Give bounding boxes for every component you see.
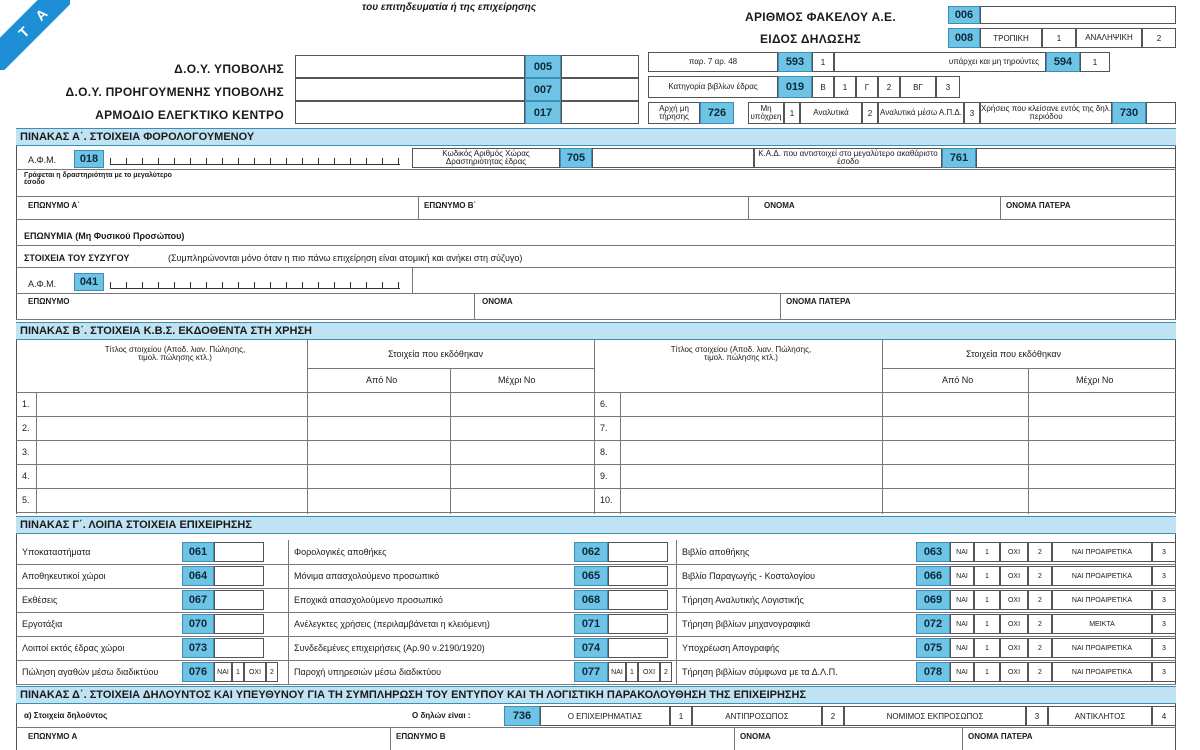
usage-input[interactable] xyxy=(1146,102,1176,124)
table-g-input-2[interactable] xyxy=(608,638,668,658)
n2-box: 2 xyxy=(266,662,278,682)
div xyxy=(288,540,289,564)
yes-box[interactable]: ΝΑΙ xyxy=(950,638,974,658)
table-g-label-1: Υποκαταστήματα xyxy=(22,547,91,557)
table-g-label-3: Βιβλίο Παραγωγής - Κοστολογίου xyxy=(682,571,816,581)
code-593-number[interactable]: 1 xyxy=(812,52,834,72)
div xyxy=(390,728,391,750)
table-b-number-divider xyxy=(36,392,37,514)
div xyxy=(676,588,677,612)
replace-number: 2 xyxy=(1142,28,1176,48)
col-title-left: Τίτλος στοιχείου (Αποδ. λιαν. Πώλησης, τιμολ. πώλησης κτλ.) xyxy=(104,345,246,363)
table-b-row-number: 8. xyxy=(600,447,608,457)
start-label: Αρχή μη τήρησης xyxy=(648,102,700,124)
table-g-input-2[interactable] xyxy=(608,566,668,586)
table-g-input-1[interactable] xyxy=(214,638,264,658)
doy-submission-input[interactable] xyxy=(295,55,525,78)
anal2-label: Αναλυτικά μέσω Α.Π.Δ. xyxy=(878,102,964,124)
table-b-row-number: 7. xyxy=(600,423,608,433)
declaration-type-label: ΕΙΔΟΣ ΔΗΛΩΣΗΣ xyxy=(760,32,861,46)
n3-box: 3 xyxy=(1152,614,1176,634)
table-g-row-line xyxy=(16,636,1176,637)
mi-label: Μη υπόχρεη xyxy=(748,102,784,124)
no-box[interactable]: ΟΧΙ xyxy=(1000,590,1028,610)
col-issued-left: Στοιχεία που εκδόθηκαν xyxy=(388,349,484,359)
n1-box: 1 xyxy=(974,590,1000,610)
code-019: 019 xyxy=(778,76,812,98)
afm2-ticks[interactable] xyxy=(110,282,400,289)
code-017: 017 xyxy=(525,101,561,124)
table-b-row-line xyxy=(16,512,1176,513)
optional-box[interactable]: ΝΑΙ ΠΡΟΑΙΡΕΤΙΚΑ xyxy=(1052,638,1152,658)
d-father-label: ΟΝΟΜΑ ΠΑΤΕΡΑ xyxy=(968,732,1033,741)
table-g-code-2: 062 xyxy=(574,542,608,562)
table-g-label-2: Συνδεδεμένες επιχειρήσεις (Αρ.90 ν.2190/1920) xyxy=(294,643,485,653)
div xyxy=(412,268,413,294)
table-g-label-2: Φορολογικές αποθήκες xyxy=(294,547,387,557)
table-g-code-2: 068 xyxy=(574,590,608,610)
table-b-row-number: 4. xyxy=(22,471,30,481)
n2-box: 2 xyxy=(1028,662,1052,682)
table-g-code-1: 067 xyxy=(182,590,214,610)
n1-box: 1 xyxy=(974,662,1000,682)
file-number-input[interactable] xyxy=(980,6,1176,24)
table-g-row-line xyxy=(16,660,1176,661)
doy-previous-label: Δ.Ο.Υ. ΠΡΟΗΓΟΥΜΕΝΗΣ ΥΠΟΒΟΛΗΣ xyxy=(65,85,284,99)
surname-b-label: ΕΠΩΝΥΜΟ Β΄ xyxy=(424,201,477,210)
cat-g[interactable]: Γ xyxy=(856,76,878,98)
d-name-label: ΟΝΟΜΑ xyxy=(740,732,771,741)
spouse-note: (Συμπληρώνονται μόνο όταν η πιο πάνω επιχείρηση είναι ατομική και ανήκει στη σύζυγο) xyxy=(168,253,523,263)
table-g-label-1: Λοιποί εκτός έδρας χώροι xyxy=(22,643,125,653)
afm-ticks[interactable] xyxy=(110,158,400,165)
no-box[interactable]: ΟΧΙ xyxy=(1000,662,1028,682)
cat-1: 1 xyxy=(834,76,856,98)
code-041: 041 xyxy=(74,273,104,291)
div xyxy=(676,540,677,564)
div xyxy=(676,612,677,636)
table-g-code-2: 077 xyxy=(574,662,608,682)
table-g-label-3: Τήρηση βιβλίων σύμφωνα με τα Δ.Λ.Π. xyxy=(682,667,838,677)
table-g-input-1[interactable] xyxy=(214,542,264,562)
table-g-input-1[interactable] xyxy=(214,614,264,634)
code-594-number[interactable]: 1 xyxy=(1080,52,1110,72)
optional-box[interactable]: ΝΑΙ ΠΡΟΑΙΡΕΤΙΚΑ xyxy=(1052,590,1152,610)
table-b-row-line xyxy=(16,416,1176,417)
no-box[interactable]: ΟΧΙ xyxy=(638,662,660,682)
exists-label: υπάρχει και μη τηρούντες xyxy=(834,52,1046,72)
declarant-label: α) Στοιχεία δηλούντος xyxy=(24,711,108,720)
country-code-label: Κωδικός Αριθμός Χώρας Δραστηριότητας έδρας xyxy=(412,148,560,168)
div xyxy=(450,368,451,514)
table-g-label-1: Εκθέσεις xyxy=(22,595,58,605)
table-g-code-3: 072 xyxy=(916,614,950,634)
no-box[interactable]: ΟΧΙ xyxy=(1000,614,1028,634)
code-018: 018 xyxy=(74,150,104,168)
table-a-row-spouse-names xyxy=(16,294,1176,320)
table-g-input-2[interactable] xyxy=(608,542,668,562)
table-g-label-1: Αποθηκευτικοί χώροι xyxy=(22,571,106,581)
table-g-code-3: 069 xyxy=(916,590,950,610)
n2-box: 2 xyxy=(1028,638,1052,658)
table-g-label-2: Εποχικά απασχολούμενο προσωπικό xyxy=(294,595,443,605)
audit-center-input-b[interactable] xyxy=(561,101,639,124)
table-b-row-number: 9. xyxy=(600,471,608,481)
table-g-label-1: Εργοτάξια xyxy=(22,619,63,629)
yes-box[interactable]: ΝΑΙ xyxy=(950,566,974,586)
optional-box[interactable]: ΝΑΙ ΠΡΟΑΙΡΕΤΙΚΑ xyxy=(1052,566,1152,586)
spouse-label: ΣΤΟΙΧΕΙΑ ΤΟΥ ΣΥΖΥΓΟΥ xyxy=(24,253,130,263)
table-g-code-1: 070 xyxy=(182,614,214,634)
yes-box[interactable]: ΝΑΙ xyxy=(608,662,626,682)
to-left: Μέχρι Νο xyxy=(498,375,536,385)
header-subtitle: του επιτηδευματία ή της επιχείρησης xyxy=(362,2,537,13)
n2-box: 2 xyxy=(660,662,672,682)
file-number-label: ΑΡΙΘΜΟΣ ΦΑΚΕΛΟΥ Α.Ε. xyxy=(745,10,896,24)
table-g-label-2: Παροχή υπηρεσιών μέσω διαδικτύου xyxy=(294,667,442,677)
n1-box: 1 xyxy=(974,542,1000,562)
table-g-input-1[interactable] xyxy=(214,566,264,586)
table-d-title: ΠΙΝΑΚΑΣ Δ΄. ΣΤΟΙΧΕΙΑ ΔΗΛΟΥΝΤΟΣ ΚΑΙ ΥΠΕΥΘΥΝΟΥ ΓΙΑ ΤΗ ΣΥΜΠΛΗΡΩΣΗ ΤΟΥ ΕΝΤΥΠΟΥ ΚΑΙ ΤΗ ΛΟΓΙΣΤΙΚΗ ΠΑΡΑΚΟΛΟΥΘΗΣΗ ΤΗΣ ΕΠΙΧΕΙΡΗΣΗΣ xyxy=(16,686,1176,704)
table-b-row-number: 5. xyxy=(22,495,30,505)
code-730: 730 xyxy=(1112,102,1146,124)
tag-label: T A xyxy=(0,0,70,70)
kad-input[interactable] xyxy=(976,148,1176,168)
audit-center-input[interactable] xyxy=(295,101,525,124)
table-g-row-line xyxy=(16,612,1176,613)
doy-submission-label: Δ.Ο.Υ. ΥΠΟΒΟΛΗΣ xyxy=(174,62,284,76)
country-code-input[interactable] xyxy=(592,148,754,168)
table-b-number-divider xyxy=(620,392,621,514)
table-g-input-2[interactable] xyxy=(608,590,668,610)
company-label: ΕΠΩΝΥΜΙΑ (Μη Φυσικού Προσώπου) xyxy=(24,231,185,241)
corner-tag xyxy=(0,0,70,70)
book-category-label: Κατηγορία βιβλίων έδρας xyxy=(648,76,778,98)
afm-label: Α.Φ.Μ. xyxy=(28,155,57,165)
kad-label: Κ.Α.Δ. που αντιστοιχεί στο μεγαλύτερο ακαθάριστο έσοδο xyxy=(754,148,942,168)
table-b-row-number: 6. xyxy=(600,399,608,409)
table-g-input-2[interactable] xyxy=(608,614,668,634)
no-box[interactable]: ΟΧΙ xyxy=(1000,638,1028,658)
spouse-name-label: ΟΝΟΜΑ xyxy=(482,297,513,306)
div xyxy=(474,294,475,320)
n2-box: 2 xyxy=(1028,566,1052,586)
code-593: 593 xyxy=(778,52,812,72)
afm2-label: Α.Φ.Μ. xyxy=(28,279,57,289)
table-g-code-1: 076 xyxy=(182,662,214,682)
table-g-code-3: 075 xyxy=(916,638,950,658)
legal-option[interactable]: ΝΟΜΙΜΟΣ ΕΚΠΡΟΣΩΠΟΣ xyxy=(844,706,1026,726)
table-g-label-3: Τήρηση Αναλυτικής Λογιστικής xyxy=(682,595,804,605)
anal-number[interactable]: 2 xyxy=(862,102,878,124)
replace-option[interactable]: ΑΝΑΛΗΨΙΚΗ xyxy=(1076,28,1142,48)
n2-box: 2 xyxy=(1028,542,1052,562)
div xyxy=(780,294,781,320)
yes-box[interactable]: ΝΑΙ xyxy=(950,614,974,634)
code-705: 705 xyxy=(560,148,592,168)
table-a-row-company xyxy=(16,220,1176,246)
mi-number[interactable]: 1 xyxy=(784,102,800,124)
div xyxy=(882,368,1176,369)
from-right: Από Νο xyxy=(942,375,974,385)
table-g-code-1: 064 xyxy=(182,566,214,586)
table-g-row-line xyxy=(16,564,1176,565)
no-box[interactable]: ΟΧΙ xyxy=(244,662,266,682)
table-a-row-afm2 xyxy=(16,268,1176,294)
surname-a-label: ΕΠΩΝΥΜΟ Α΄ xyxy=(28,201,80,210)
sub-option[interactable]: ΑΝΤΙΚΛΗΤΟΣ xyxy=(1048,706,1152,726)
div xyxy=(962,728,963,750)
col-issued-right: Στοιχεία που εκδόθηκαν xyxy=(966,349,1062,359)
table-g-input-1[interactable] xyxy=(214,590,264,610)
father-label: ΟΝΟΜΑ ΠΑΤΕΡΑ xyxy=(1006,201,1071,210)
spouse-surname-label: ΕΠΩΝΥΜΟ xyxy=(28,297,70,306)
yes-box[interactable]: ΝΑΙ xyxy=(950,590,974,610)
par7-label: παρ. 7 αρ. 48 xyxy=(648,52,778,72)
d-surname-a-label: ΕΠΩΝΥΜΟ Α xyxy=(28,732,78,741)
table-g-code-3: 063 xyxy=(916,542,950,562)
div xyxy=(748,196,749,220)
div xyxy=(676,564,677,588)
n1-box: 1 xyxy=(974,614,1000,634)
doy-previous-input-b[interactable] xyxy=(561,78,639,101)
yes-box[interactable]: ΝΑΙ xyxy=(950,662,974,682)
table-g-code-3: 078 xyxy=(916,662,950,682)
table-g-code-2: 071 xyxy=(574,614,608,634)
table-b-row-line xyxy=(16,464,1176,465)
table-g-code-2: 065 xyxy=(574,566,608,586)
rep-number: 2 xyxy=(822,706,844,726)
n1-box: 1 xyxy=(232,662,244,682)
sub-number: 4 xyxy=(1152,706,1176,726)
table-b-row-line xyxy=(16,440,1176,441)
code-008: 008 xyxy=(948,28,980,48)
div xyxy=(288,636,289,660)
div xyxy=(418,196,419,220)
n3-box: 3 xyxy=(1152,638,1176,658)
n1-box: 1 xyxy=(974,638,1000,658)
cat-3: 3 xyxy=(936,76,960,98)
n2-box: 2 xyxy=(1028,590,1052,610)
n3-box: 3 xyxy=(1152,662,1176,682)
table-g-code-1: 061 xyxy=(182,542,214,562)
code-726: 726 xyxy=(700,102,734,124)
col-title-right: Τίτλος στοιχείου (Αποδ. λιαν. Πώλησης, τιμολ. πώλησης κτλ.) xyxy=(670,345,812,363)
legal-number: 3 xyxy=(1026,706,1048,726)
cat-b[interactable]: Β xyxy=(812,76,834,98)
n2-box: 2 xyxy=(1028,614,1052,634)
n3-box: 3 xyxy=(1152,590,1176,610)
audit-center-label: ΑΡΜΟΔΙΟ ΕΛΕΓΚΤΙΚΟ ΚΕΝΤΡΟ xyxy=(95,108,284,122)
table-g-code-1: 073 xyxy=(182,638,214,658)
no-box[interactable]: ΟΧΙ xyxy=(1000,542,1028,562)
table-g-code-2: 074 xyxy=(574,638,608,658)
declarant-is-label: Ο δηλών είναι : xyxy=(412,711,471,720)
code-006: 006 xyxy=(948,6,980,24)
div xyxy=(288,612,289,636)
usage-label: Χρήσεις που κλείσανε εντός της δηλ. περιόδου xyxy=(980,102,1112,124)
yes-box[interactable]: ΝΑΙ xyxy=(950,542,974,562)
div xyxy=(676,636,677,660)
anal-label: Αναλυτικά xyxy=(800,102,862,124)
table-g-row-line xyxy=(16,684,1176,685)
code-761: 761 xyxy=(942,148,976,168)
code-736: 736 xyxy=(504,706,540,726)
owner-option[interactable]: Ο ΕΠΙΧΕΙΡΗΜΑΤΙΑΣ xyxy=(540,706,670,726)
table-g-row-line xyxy=(16,588,1176,589)
table-g-label-2: Μόνιμα απασχολούμενο προσωπικό xyxy=(294,571,440,581)
spouse-father-label: ΟΝΟΜΑ ΠΑΤΕΡΑ xyxy=(786,297,851,306)
no-box[interactable]: ΟΧΙ xyxy=(1000,566,1028,586)
table-g-label-1: Πώληση αγαθών μέσω διαδικτύου xyxy=(22,667,159,677)
rep-option[interactable]: ΑΝΤΙΠΡΟΣΩΠΟΣ xyxy=(692,706,822,726)
cat-2: 2 xyxy=(878,76,900,98)
div xyxy=(676,660,677,684)
amend-option[interactable]: ΤΡΟΠΙΚΗ xyxy=(980,28,1042,48)
to-right: Μέχρι Νο xyxy=(1076,375,1114,385)
div xyxy=(288,588,289,612)
table-g-label-2: Ανέλεγκτες χρήσεις (περιλαμβάνεται η κλειόμενη) xyxy=(294,619,490,629)
yes-box[interactable]: ΝΑΙ xyxy=(214,662,232,682)
activity-note: Γράφεται η δραστηριότητα με το μεγαλύτερο έσοδο xyxy=(24,172,172,186)
n1-box: 1 xyxy=(626,662,638,682)
code-594: 594 xyxy=(1046,52,1080,72)
from-left: Από Νο xyxy=(366,375,398,385)
doy-submission-input-b[interactable] xyxy=(561,55,639,78)
owner-number: 1 xyxy=(670,706,692,726)
table-g-label-3: Τήρηση βιβλίων μηχανογραφικά xyxy=(682,619,811,629)
table-b-row-number: 1. xyxy=(22,399,30,409)
table-a-row-names xyxy=(16,196,1176,220)
doy-previous-input[interactable] xyxy=(295,78,525,101)
table-b-row-line xyxy=(16,488,1176,489)
div xyxy=(288,660,289,684)
anal2-number[interactable]: 3 xyxy=(964,102,980,124)
table-b-title: ΠΙΝΑΚΑΣ Β΄. ΣΤΟΙΧΕΙΑ Κ.Β.Σ. ΕΚΔΟΘΕΝΤΑ ΣΤΗ ΧΡΗΣΗ xyxy=(16,322,1176,340)
amend-number: 1 xyxy=(1042,28,1076,48)
code-007: 007 xyxy=(525,78,561,101)
cat-bg[interactable]: ΒΓ xyxy=(900,76,936,98)
optional-box[interactable]: ΝΑΙ ΠΡΟΑΙΡΕΤΙΚΑ xyxy=(1052,662,1152,682)
table-g-title: ΠΙΝΑΚΑΣ Γ΄. ΛΟΙΠΑ ΣΤΟΙΧΕΙΑ ΕΠΙΧΕΙΡΗΣΗΣ xyxy=(16,516,1176,534)
table-b-row-number: 3. xyxy=(22,447,30,457)
n3-box: 3 xyxy=(1152,566,1176,586)
div xyxy=(1028,368,1029,514)
n1-box: 1 xyxy=(974,566,1000,586)
table-g-label-3: Βιβλίο αποθήκης xyxy=(682,547,750,557)
div xyxy=(734,728,735,750)
table-g-code-3: 066 xyxy=(916,566,950,586)
optional-box[interactable]: ΜΕΙΚΤΑ xyxy=(1052,614,1152,634)
table-b-row-number: 10. xyxy=(600,495,613,505)
div xyxy=(1000,196,1001,220)
table-g-label-3: Υποχρέωση Απογραφής xyxy=(682,643,780,653)
code-005: 005 xyxy=(525,55,561,78)
div xyxy=(16,392,1176,393)
n3-box: 3 xyxy=(1152,542,1176,562)
table-a-title: ΠΙΝΑΚΑΣ Α΄. ΣΤΟΙΧΕΙΑ ΦΟΡΟΛΟΓΟΥΜΕΝΟΥ xyxy=(16,128,1176,146)
d-surname-b-label: ΕΠΩΝΥΜΟ Β xyxy=(396,732,446,741)
div xyxy=(288,564,289,588)
table-b-row-number: 2. xyxy=(22,423,30,433)
optional-box[interactable]: ΝΑΙ ΠΡΟΑΙΡΕΤΙΚΑ xyxy=(1052,542,1152,562)
name-label: ΟΝΟΜΑ xyxy=(764,201,795,210)
